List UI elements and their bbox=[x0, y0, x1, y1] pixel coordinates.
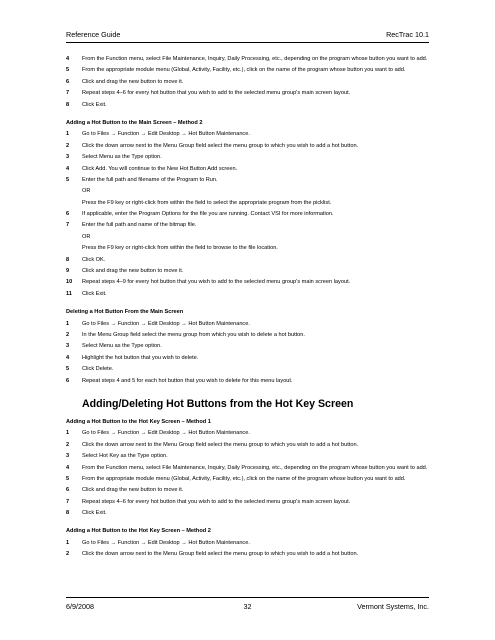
main-method-2-steps bbox=[66, 131, 429, 298]
page-header bbox=[66, 30, 429, 43]
step-item bbox=[66, 67, 429, 74]
step-number: 4 bbox=[66, 354, 70, 361]
step-continuation: OR bbox=[82, 233, 91, 240]
footer-company: Vermont Systems, Inc. bbox=[357, 602, 429, 611]
step-item bbox=[66, 257, 429, 264]
step-number: 11 bbox=[66, 290, 72, 297]
step-number: 7 bbox=[66, 498, 70, 505]
step-item bbox=[66, 279, 429, 286]
step-text: Repeat steps 4–6 for every hot button that you wish to add to the selected menu group's main screen layout. bbox=[82, 90, 351, 97]
step-item bbox=[66, 453, 429, 460]
step-text: Select Hot Key as the Type option. bbox=[82, 453, 168, 460]
footer-page-number: 32 bbox=[243, 602, 252, 611]
step-text: Enter the full path and name of the bitmap file. bbox=[82, 222, 197, 229]
step-item bbox=[66, 166, 429, 173]
step-text: Click and drag the new button to move it. bbox=[82, 268, 184, 275]
section-heading: Adding/Deleting Hot Buttons from the Hot Key Screen bbox=[82, 397, 354, 410]
step-number: 4 bbox=[66, 464, 70, 471]
step-continuation: Press the F9 key or right-click from within the field to select the appropriate program from the picklist. bbox=[82, 199, 332, 206]
step-item bbox=[66, 343, 429, 350]
step-text: Go to Files → Function → Edit Desktop → Hot Button Maintenance. bbox=[82, 131, 250, 138]
step-text: Click Delete. bbox=[82, 366, 114, 373]
step-item bbox=[66, 499, 429, 506]
step-text: Select Menu as the Type option. bbox=[82, 154, 162, 161]
step-text: In the Menu Group field select the menu group from which you wish to delete a hot button. bbox=[82, 331, 305, 338]
hotkey-method-1-steps bbox=[66, 430, 429, 517]
step-item bbox=[66, 291, 429, 298]
step-item bbox=[66, 56, 429, 63]
step-number: 1 bbox=[66, 131, 70, 138]
step-text: From the appropriate module menu (Global, Activity, Facility, etc.), click on the name of the program whose button you want to add. bbox=[82, 475, 406, 482]
step-number: 1 bbox=[66, 430, 70, 437]
step-item bbox=[66, 378, 429, 385]
intro-steps bbox=[66, 56, 429, 109]
step-item bbox=[66, 366, 429, 373]
step-item bbox=[66, 268, 429, 275]
step-text: From the Function menu, select File Maintenance, Inquiry, Daily Processing, etc., depending on the program whose button you want to add. bbox=[82, 464, 428, 471]
step-text: Repeat steps 4 and 5 for each hot button that you wish to delete for this menu layout. bbox=[82, 377, 293, 384]
step-text: Go to Files → Function → Edit Desktop → Hot Button Maintenance. bbox=[82, 539, 250, 546]
step-text: Repeat steps 4–9 for every hot button that you wish to add to the selected menu group's main screen layout. bbox=[82, 279, 351, 286]
step-item bbox=[66, 355, 429, 362]
step-text: Select Menu as the Type option. bbox=[82, 343, 162, 350]
step-item bbox=[66, 321, 429, 328]
step-item bbox=[66, 476, 429, 483]
step-number: 9 bbox=[66, 268, 70, 275]
step-continuation: Press the F9 key or right-click from within the field to browse to the file location. bbox=[82, 245, 278, 252]
step-item bbox=[66, 442, 429, 449]
step-number: 7 bbox=[66, 90, 70, 97]
step-number: 5 bbox=[66, 176, 70, 183]
section-title-hotkey-method-1: Adding a Hot Button to the Hot Key Screen – Method 1 bbox=[66, 418, 211, 425]
step-item bbox=[66, 177, 429, 184]
hotkey-method-2-steps bbox=[66, 540, 429, 559]
step-item bbox=[66, 79, 429, 86]
step-number: 1 bbox=[66, 320, 70, 327]
step-number: 4 bbox=[66, 165, 70, 172]
step-number: 4 bbox=[66, 56, 70, 62]
step-number: 2 bbox=[66, 441, 70, 448]
step-item bbox=[66, 90, 429, 97]
step-text: Highlight the hot button that you wish to delete. bbox=[82, 354, 199, 361]
step-number: 2 bbox=[66, 331, 70, 338]
delete-steps bbox=[66, 321, 429, 385]
step-text: Click Exit. bbox=[82, 290, 107, 297]
section-title-delete: Deleting a Hot Button From the Main Screen bbox=[66, 309, 184, 316]
step-text: Click and drag the new button to move it. bbox=[82, 487, 184, 494]
step-item bbox=[66, 551, 429, 558]
step-number: 6 bbox=[66, 78, 70, 85]
step-text: Repeat steps 4–6 for every hot button that you wish to add to the selected menu group's main screen layout. bbox=[82, 498, 351, 505]
step-text: If applicable, enter the Program Options for the file you are running. Contact VSI for more information. bbox=[82, 211, 334, 218]
step-text: Click Exit. bbox=[82, 510, 107, 517]
step-number: 3 bbox=[66, 453, 70, 460]
step-text: Go to Files → Function → Edit Desktop → Hot Button Maintenance. bbox=[82, 430, 250, 437]
section-title-main-method-2: Adding a Hot Button to the Main Screen – Method 2 bbox=[66, 119, 203, 126]
step-number: 1 bbox=[66, 539, 70, 546]
footer-date: 6/9/2008 bbox=[66, 602, 94, 611]
page-content bbox=[66, 56, 429, 563]
step-text: Click OK. bbox=[82, 256, 106, 263]
step-number: 6 bbox=[66, 211, 70, 218]
step-item bbox=[66, 510, 429, 517]
page-footer bbox=[66, 597, 429, 612]
step-number: 8 bbox=[66, 256, 70, 263]
header-left: Reference Guide bbox=[66, 30, 121, 39]
step-item bbox=[66, 465, 429, 472]
step-number: 6 bbox=[66, 487, 70, 494]
step-text: Click the down arrow next to the Menu Group field select the menu group to which you wish to add a hot button. bbox=[82, 551, 359, 558]
step-text: Click the down arrow next to the Menu Group field select the menu group to which you wish to add a hot button. bbox=[82, 441, 359, 448]
step-number: 3 bbox=[66, 343, 70, 350]
step-item bbox=[66, 222, 429, 229]
step-text: Enter the full path and filename of the Program to Run. bbox=[82, 176, 218, 183]
step-number: 3 bbox=[66, 154, 70, 161]
step-number: 2 bbox=[66, 551, 70, 558]
step-number: 5 bbox=[66, 67, 70, 74]
step-text: Click Add. You will continue to the New Hot Button Add screen. bbox=[82, 165, 238, 172]
step-item bbox=[66, 143, 429, 150]
step-continuation: OR bbox=[82, 188, 91, 195]
step-text: Click the down arrow next to the Menu Group field select the menu group to which you wish to add a hot button. bbox=[82, 142, 359, 149]
step-number: 8 bbox=[66, 510, 70, 517]
step-item bbox=[66, 131, 429, 138]
step-text: From the appropriate module menu (Global, Activity, Facility, etc.), click on the name of the program whose button you want to add. bbox=[82, 67, 406, 74]
header-right: RecTrac 10.1 bbox=[386, 30, 429, 39]
step-number: 7 bbox=[66, 222, 70, 229]
step-item bbox=[66, 430, 429, 437]
step-item bbox=[66, 211, 429, 218]
step-item bbox=[66, 332, 429, 339]
step-text: Go to Files → Function → Edit Desktop → Hot Button Maintenance. bbox=[82, 320, 250, 327]
step-number: 8 bbox=[66, 101, 70, 108]
step-number: 5 bbox=[66, 366, 70, 373]
step-item bbox=[66, 102, 429, 109]
step-text: Click Exit. bbox=[82, 101, 107, 108]
step-text: From the Function menu, select File Maintenance, Inquiry, Daily Processing, etc., depending on the program whose button you want to add. bbox=[82, 56, 428, 62]
step-text: Click and drag the new button to move it. bbox=[82, 78, 184, 85]
step-item bbox=[66, 487, 429, 494]
step-number: 10 bbox=[66, 279, 73, 286]
step-item bbox=[66, 154, 429, 161]
section-title-hotkey-method-2: Adding a Hot Button to the Hot Key Screen – Method 2 bbox=[66, 528, 211, 535]
step-item bbox=[66, 540, 429, 547]
step-number: 2 bbox=[66, 142, 70, 149]
step-number: 5 bbox=[66, 475, 70, 482]
step-number: 6 bbox=[66, 377, 70, 384]
